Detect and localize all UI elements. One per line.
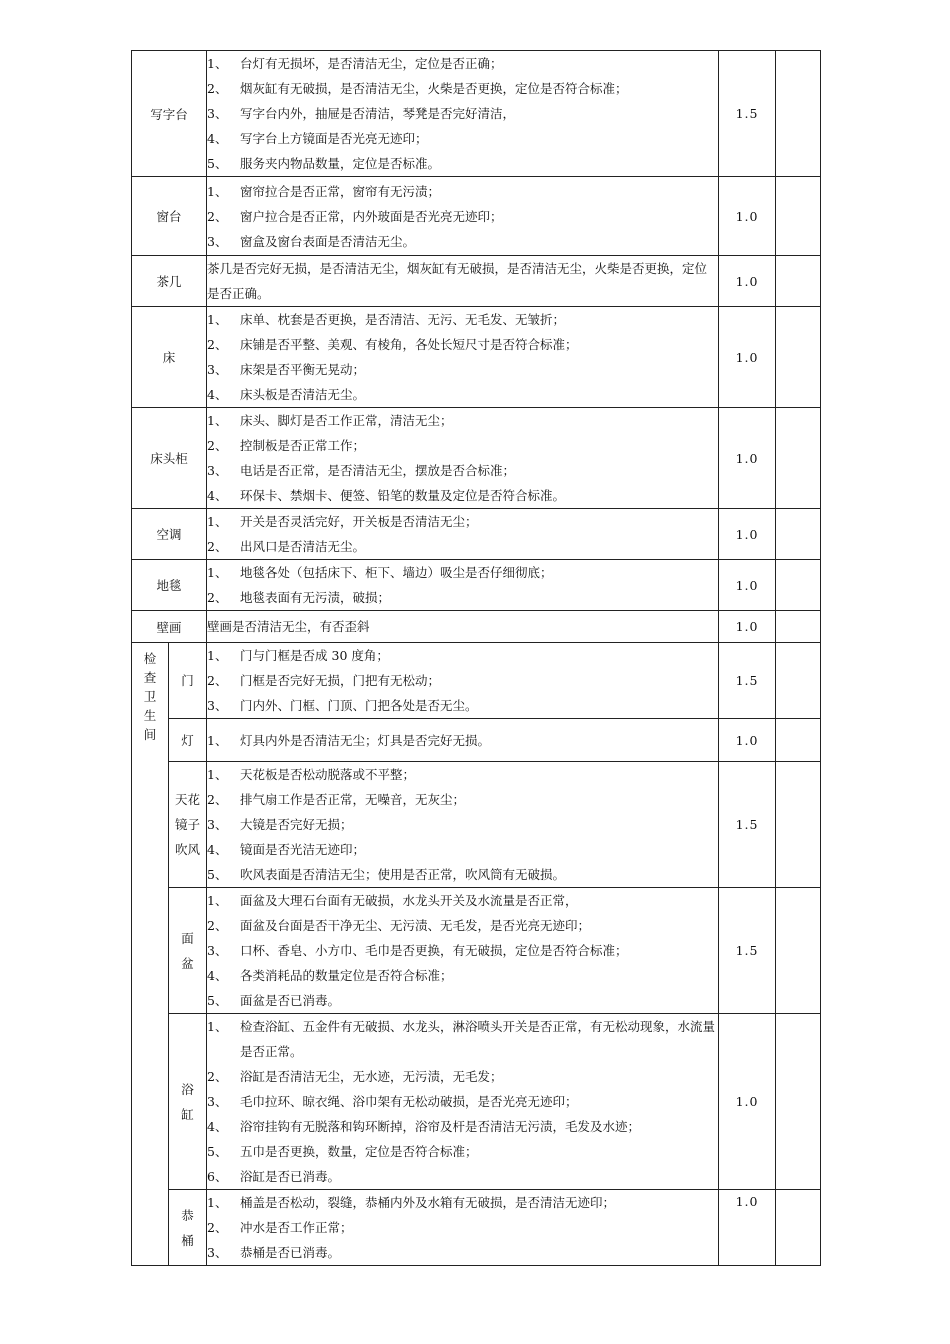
check-item-number: 2、 (207, 590, 228, 605)
category-cell: 床 (132, 307, 207, 408)
check-item (207, 787, 718, 812)
item-content (207, 762, 719, 888)
subcategory-label: 桶 (181, 1232, 194, 1248)
subcategory-cell (169, 1190, 207, 1266)
check-item (207, 762, 718, 787)
check-item (207, 1114, 718, 1139)
check-item (207, 483, 718, 508)
check-item-text: 电话是否正常，是否清洁无尘，摆放是否合标准； (240, 463, 516, 478)
check-item-text: 床头、脚灯是否工作正常，清洁无尘； (240, 413, 453, 428)
blank-score-cell (776, 560, 821, 611)
check-item-text: 窗帘拉合是否正常，窗帘有无污渍； (240, 183, 441, 199)
score-cell: 1.0 (719, 611, 776, 643)
score-cell: 1.0 (719, 1190, 776, 1266)
score-cell: 1.0 (719, 408, 776, 509)
check-item-number: 2、 (207, 438, 228, 453)
subcategory-cell (169, 762, 207, 888)
check-item (207, 1190, 718, 1215)
subcategory-label: 面 (181, 930, 194, 946)
check-item-number: 2、 (207, 1069, 228, 1084)
bathroom-label-char: 间 (143, 727, 157, 742)
check-item-text: 五巾是否更换，数量，定位是否符合标准； (240, 1144, 478, 1159)
check-item-number: 2、 (207, 792, 228, 807)
check-item-text: 台灯有无损坏，是否清洁无尘，定位是否正确； (240, 56, 503, 71)
check-item-number: 1、 (207, 648, 228, 663)
item-content (207, 51, 719, 177)
subcategory-label: 天花 (175, 792, 201, 807)
blank-score-cell (776, 762, 821, 888)
inspection-table (131, 50, 821, 1266)
check-item-number: 5、 (207, 1144, 228, 1159)
check-item (207, 888, 718, 913)
table-row (132, 307, 821, 408)
check-item (207, 668, 718, 693)
check-item-number: 3、 (207, 463, 228, 478)
blank-score-cell (776, 888, 821, 1014)
check-item-text: 毛巾拉环、晾衣绳、浴巾架有无松动破损，是否光亮无迹印； (240, 1094, 578, 1109)
check-item-number: 4、 (207, 488, 228, 503)
subcategory-label: 镜子 (175, 817, 201, 832)
check-item-number: 1、 (207, 183, 228, 199)
score-cell: 1.0 (719, 307, 776, 408)
check-item-text: 面盆及大理石台面有无破损，水龙头开关及水流量是否正常， (240, 893, 578, 908)
check-item (207, 101, 718, 126)
check-item-text: 恭桶是否已消毒。 (240, 1245, 341, 1260)
check-item-number: 2、 (207, 539, 228, 554)
check-item (207, 585, 718, 610)
table-row (132, 643, 821, 719)
check-item (207, 988, 718, 1013)
check-item-number: 1、 (207, 893, 228, 908)
item-content (207, 560, 719, 611)
check-item-number: 2、 (207, 918, 228, 933)
table-row (132, 256, 821, 307)
blank-score-cell (776, 51, 821, 177)
item-text: 茶几是否完好无损，是否清洁无尘，烟灰缸有无破损，是否清洁无尘，火柴是否更换，定位是否正确。 (207, 261, 708, 301)
score-cell: 1.5 (719, 762, 776, 888)
check-item-number: 2、 (207, 208, 228, 224)
check-item-number: 3、 (207, 943, 228, 958)
check-item-text: 床单、枕套是否更换，是否清洁、无污、无毛发、无皱折； (240, 312, 566, 327)
subcategory-cell (169, 643, 207, 719)
check-item-number: 1、 (207, 514, 228, 529)
check-item-number: 1、 (207, 565, 228, 580)
item-content (207, 1190, 719, 1266)
item-content (207, 256, 719, 307)
score-cell: 1.0 (719, 509, 776, 560)
check-item-number: 2、 (207, 1220, 228, 1235)
check-item-number: 1、 (207, 1019, 228, 1034)
score-cell: 1.5 (719, 51, 776, 177)
item-content (207, 1014, 719, 1190)
blank-score-cell (776, 177, 821, 256)
check-item-number: 4、 (207, 387, 228, 402)
check-item-number: 1、 (207, 312, 228, 327)
check-item-text: 写字台内外，抽屉是否清洁，琴凳是否完好清洁， (240, 106, 516, 121)
table-row (132, 177, 821, 256)
check-item (207, 332, 718, 357)
check-item (207, 1215, 718, 1240)
check-item-text: 窗盒及窗台表面是否清洁无尘。 (240, 233, 416, 249)
check-item-text: 灯具内外是否清洁无尘；灯具是否完好无损。 (240, 732, 491, 748)
item-content (207, 643, 719, 719)
category-cell: 床头柜 (132, 408, 207, 509)
check-item-number: 5、 (207, 993, 228, 1008)
check-item (207, 1089, 718, 1114)
score-cell: 1.0 (719, 560, 776, 611)
check-item (207, 728, 718, 753)
blank-score-cell (776, 719, 821, 762)
subcategory-label: 浴 (181, 1081, 194, 1097)
check-item-number: 3、 (207, 362, 228, 377)
table-row (132, 611, 821, 643)
subcategory-cell (169, 1014, 207, 1190)
table-row (132, 1014, 821, 1190)
check-item-text: 吹风表面是否清洁无尘；使用是否正常，吹风筒有无破损。 (240, 867, 566, 882)
item-content (207, 408, 719, 509)
check-item (207, 1014, 718, 1064)
check-item (207, 963, 718, 988)
check-item (207, 151, 718, 176)
check-item-number: 3、 (207, 106, 228, 121)
check-item-text: 门与门框是否成 30 度角； (240, 648, 389, 663)
check-item (207, 76, 718, 101)
subcategory-label: 缸 (181, 1106, 194, 1122)
inspection-table-body (132, 51, 821, 1266)
check-item-text: 门框是否完好无损，门把有无松动； (240, 673, 441, 688)
check-item (207, 382, 718, 407)
bathroom-label-char: 生 (143, 708, 157, 723)
category-cell: 空调 (132, 509, 207, 560)
check-item-text: 门内外、门框、门顶、门把各处是否无尘。 (240, 698, 478, 713)
check-item-number: 2、 (207, 337, 228, 352)
check-item-number: 1、 (207, 56, 228, 71)
check-item-number: 4、 (207, 842, 228, 857)
check-item-number: 4、 (207, 968, 228, 983)
table-row (132, 560, 821, 611)
check-item (207, 837, 718, 862)
check-item-number: 3、 (207, 817, 228, 832)
blank-score-cell (776, 408, 821, 509)
check-item-text: 桶盖是否松动，裂缝，恭桶内外及水箱有无破损，是否清洁无迹印； (240, 1195, 616, 1210)
check-item-text: 大镜是否完好无损； (240, 817, 353, 832)
check-item-number: 6、 (207, 1169, 228, 1184)
check-item-text: 烟灰缸有无破损，是否清洁无尘，火柴是否更换，定位是否符合标准； (240, 81, 628, 96)
check-item-text: 浴缸是否清洁无尘，无水迹，无污渍，无毛发； (240, 1069, 503, 1084)
blank-score-cell (776, 509, 821, 560)
item-text: 壁画是否清洁无尘，有否歪斜 (207, 619, 370, 634)
check-item (207, 862, 718, 887)
check-item (207, 1240, 718, 1265)
category-cell: 壁画 (132, 611, 207, 643)
check-item-text: 各类消耗品的数量定位是否符合标准； (240, 968, 453, 983)
subcategory-label: 恭 (181, 1207, 194, 1223)
check-item-text: 面盆及台面是否干净无尘、无污渍、无毛发，是否光亮无迹印； (240, 918, 591, 933)
bathroom-label-char: 检 (143, 651, 157, 666)
category-cell: 茶几 (132, 256, 207, 307)
check-item (207, 1164, 718, 1189)
bathroom-label-char: 查 (143, 670, 157, 685)
check-item-text: 写字台上方镜面是否光亮无迹印； (240, 131, 428, 146)
check-item (207, 433, 718, 458)
check-item-text: 窗户拉合是否正常，内外玻面是否光亮无迹印； (240, 208, 503, 224)
subcategory-cell (169, 888, 207, 1014)
check-item (207, 534, 718, 559)
check-item-text: 排气扇工作是否正常，无噪音，无灰尘； (240, 792, 466, 807)
check-item-text: 开关是否灵活完好，开关板是否清洁无尘； (240, 514, 478, 529)
check-item (207, 1064, 718, 1089)
check-item-text: 控制板是否正常工作； (240, 438, 366, 453)
check-item-number: 1、 (207, 732, 228, 748)
check-item (207, 51, 718, 76)
item-content (207, 177, 719, 256)
table-row (132, 408, 821, 509)
bathroom-section-label (132, 643, 169, 1266)
check-item-text: 服务夹内物品数量，定位是否标准。 (240, 156, 441, 171)
score-cell: 1.0 (719, 177, 776, 256)
check-item (207, 179, 718, 204)
score-cell: 1.0 (719, 256, 776, 307)
subcategory-label: 盆 (181, 955, 194, 971)
check-item-number: 2、 (207, 81, 228, 96)
blank-score-cell (776, 256, 821, 307)
check-item-number: 3、 (207, 1245, 228, 1260)
check-item-number: 4、 (207, 131, 228, 146)
check-item (207, 693, 718, 718)
check-item-text: 床头板是否清洁无尘。 (240, 387, 366, 402)
category-cell: 地毯 (132, 560, 207, 611)
check-item-number: 5、 (207, 867, 228, 882)
check-item-number: 3、 (207, 1094, 228, 1109)
check-item (207, 560, 718, 585)
table-row (132, 888, 821, 1014)
check-item-number: 4、 (207, 1119, 228, 1134)
table-row (132, 719, 821, 762)
check-item-text: 口杯、香皂、小方巾、毛巾是否更换，有无破损，定位是否符合标准； (240, 943, 628, 958)
check-item-number: 2、 (207, 673, 228, 688)
blank-score-cell (776, 1190, 821, 1266)
item-content (207, 719, 719, 762)
item-content (207, 307, 719, 408)
check-item (207, 229, 718, 254)
check-item (207, 1139, 718, 1164)
check-item (207, 458, 718, 483)
table-row (132, 509, 821, 560)
subcategory-label: 吹风 (175, 842, 201, 857)
check-item-number: 5、 (207, 156, 228, 171)
check-item-text: 浴缸是否已消毒。 (240, 1169, 341, 1184)
subcategory-label: 灯 (181, 732, 194, 748)
check-item-text: 天花板是否松动脱落或不平整； (240, 767, 416, 782)
check-item-text: 出风口是否清洁无尘。 (240, 539, 366, 554)
check-item-number: 1、 (207, 767, 228, 782)
check-item (207, 357, 718, 382)
check-item (207, 643, 718, 668)
score-cell: 1.0 (719, 719, 776, 762)
item-content (207, 509, 719, 560)
check-item-text: 床架是否平衡无晃动； (240, 362, 366, 377)
check-item-number: 1、 (207, 1195, 228, 1210)
subcategory-label: 门 (181, 673, 194, 688)
category-cell: 窗台 (132, 177, 207, 256)
check-item (207, 509, 718, 534)
check-item (207, 126, 718, 151)
check-item-text: 环保卡、禁烟卡、便签、铅笔的数量及定位是否符合标准。 (240, 488, 566, 503)
blank-score-cell (776, 307, 821, 408)
bathroom-label-char: 卫 (143, 689, 157, 704)
check-item (207, 913, 718, 938)
table-row (132, 51, 821, 177)
table-row (132, 762, 821, 888)
category-cell: 写字台 (132, 51, 207, 177)
check-item-number: 1、 (207, 413, 228, 428)
check-item-text: 面盆是否已消毒。 (240, 993, 341, 1008)
check-item-text: 冲水是否工作正常； (240, 1220, 353, 1235)
check-item-text: 地毯表面有无污渍，破损； (240, 590, 391, 605)
check-item-text: 镜面是否光洁无迹印； (240, 842, 366, 857)
check-item-number: 3、 (207, 698, 228, 713)
blank-score-cell (776, 1014, 821, 1190)
check-item (207, 812, 718, 837)
check-item (207, 307, 718, 332)
check-item-number: 3、 (207, 233, 228, 249)
blank-score-cell (776, 643, 821, 719)
item-content (207, 888, 719, 1014)
check-item-text: 检查浴缸、五金件有无破损、水龙头，淋浴喷头开关是否正常，有无松动现象，水流量是否正常。 (240, 1019, 716, 1059)
score-cell: 1.5 (719, 888, 776, 1014)
subcategory-cell (169, 719, 207, 762)
check-item (207, 204, 718, 229)
score-cell: 1.0 (719, 1014, 776, 1190)
check-item (207, 408, 718, 433)
check-item-text: 床铺是否平整、美观、有棱角，各处长短尺寸是否符合标准； (240, 337, 578, 352)
score-cell: 1.5 (719, 643, 776, 719)
blank-score-cell (776, 611, 821, 643)
check-item-text: 地毯各处（包括床下、柜下、墙边）吸尘是否仔细彻底； (240, 565, 553, 580)
check-item-text: 浴帘挂钩有无脱落和钩环断掉，浴帘及杆是否清洁无污渍，毛发及水迹； (240, 1119, 641, 1134)
check-item (207, 938, 718, 963)
table-row (132, 1190, 821, 1266)
item-content (207, 611, 719, 643)
